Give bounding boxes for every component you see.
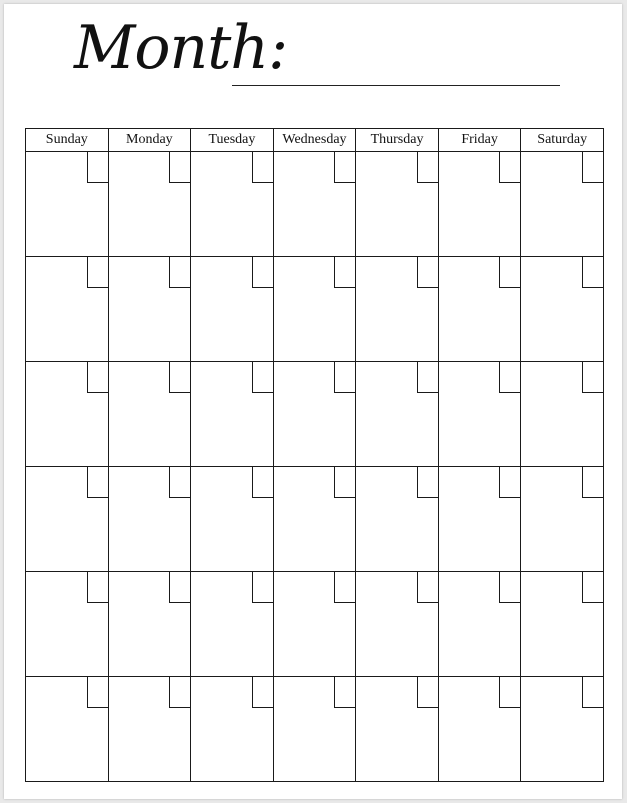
day-cell <box>273 257 356 362</box>
day-cell <box>26 362 109 467</box>
date-number-box <box>87 256 109 288</box>
date-number-box <box>499 361 521 393</box>
day-cell <box>521 467 604 572</box>
day-cell <box>356 362 439 467</box>
day-cell <box>273 467 356 572</box>
day-cell <box>273 677 356 782</box>
date-number-box <box>169 466 191 498</box>
day-cell <box>26 572 109 677</box>
day-cell <box>356 572 439 677</box>
day-cell <box>26 467 109 572</box>
date-number-box <box>499 256 521 288</box>
day-cell <box>273 362 356 467</box>
date-number-box <box>252 151 274 183</box>
date-number-box <box>252 466 274 498</box>
day-cell <box>108 152 191 257</box>
day-cell <box>26 677 109 782</box>
date-number-box <box>582 361 604 393</box>
day-cell <box>521 677 604 782</box>
week-row <box>26 467 604 572</box>
weekday-friday: Friday <box>438 129 521 152</box>
date-number-box <box>334 466 356 498</box>
date-number-box <box>87 151 109 183</box>
week-row <box>26 572 604 677</box>
date-number-box <box>417 151 439 183</box>
day-cell <box>191 677 274 782</box>
day-cell <box>108 362 191 467</box>
day-cell <box>438 572 521 677</box>
week-row <box>26 362 604 467</box>
weekday-thursday: Thursday <box>356 129 439 152</box>
day-cell <box>191 152 274 257</box>
month-title: Month: <box>74 13 288 83</box>
weekday-saturday: Saturday <box>521 129 604 152</box>
date-number-box <box>169 676 191 708</box>
date-number-box <box>417 466 439 498</box>
weekday-tuesday: Tuesday <box>191 129 274 152</box>
date-number-box <box>417 361 439 393</box>
date-number-box <box>252 676 274 708</box>
date-number-box <box>87 571 109 603</box>
weekday-wednesday: Wednesday <box>273 129 356 152</box>
date-number-box <box>417 571 439 603</box>
date-number-box <box>499 571 521 603</box>
day-cell <box>191 257 274 362</box>
date-number-box <box>499 676 521 708</box>
date-number-box <box>334 151 356 183</box>
date-number-box <box>582 466 604 498</box>
day-cell <box>438 257 521 362</box>
date-number-box <box>582 571 604 603</box>
calendar-page <box>4 4 622 799</box>
day-cell <box>521 362 604 467</box>
date-number-box <box>334 676 356 708</box>
day-cell <box>438 152 521 257</box>
date-number-box <box>334 361 356 393</box>
date-number-box <box>169 571 191 603</box>
weekday-sunday: Sunday <box>26 129 109 152</box>
title-area <box>4 4 622 124</box>
weekday-header-row <box>26 129 604 152</box>
date-number-box <box>334 256 356 288</box>
day-cell <box>191 362 274 467</box>
date-number-box <box>252 256 274 288</box>
day-cell <box>26 257 109 362</box>
date-number-box <box>169 151 191 183</box>
week-row <box>26 152 604 257</box>
day-cell <box>108 467 191 572</box>
calendar-grid <box>25 128 604 782</box>
date-number-box <box>334 571 356 603</box>
date-number-box <box>499 466 521 498</box>
date-number-box <box>417 676 439 708</box>
date-number-box <box>499 151 521 183</box>
month-write-in-line <box>232 85 560 86</box>
date-number-box <box>582 256 604 288</box>
day-cell <box>521 572 604 677</box>
day-cell <box>191 467 274 572</box>
day-cell <box>26 152 109 257</box>
day-cell <box>108 257 191 362</box>
date-number-box <box>582 151 604 183</box>
date-number-box <box>582 676 604 708</box>
date-number-box <box>87 676 109 708</box>
day-cell <box>273 572 356 677</box>
date-number-box <box>87 466 109 498</box>
day-cell <box>438 362 521 467</box>
day-cell <box>108 677 191 782</box>
day-cell <box>521 257 604 362</box>
day-cell <box>356 152 439 257</box>
day-cell <box>108 572 191 677</box>
date-number-box <box>252 361 274 393</box>
week-row <box>26 257 604 362</box>
calendar-body <box>26 152 604 782</box>
day-cell <box>356 677 439 782</box>
day-cell <box>356 257 439 362</box>
date-number-box <box>169 256 191 288</box>
day-cell <box>521 152 604 257</box>
date-number-box <box>417 256 439 288</box>
weekday-monday: Monday <box>108 129 191 152</box>
date-number-box <box>169 361 191 393</box>
day-cell <box>438 467 521 572</box>
day-cell <box>438 677 521 782</box>
day-cell <box>191 572 274 677</box>
week-row <box>26 677 604 782</box>
day-cell <box>356 467 439 572</box>
date-number-box <box>87 361 109 393</box>
date-number-box <box>252 571 274 603</box>
day-cell <box>273 152 356 257</box>
